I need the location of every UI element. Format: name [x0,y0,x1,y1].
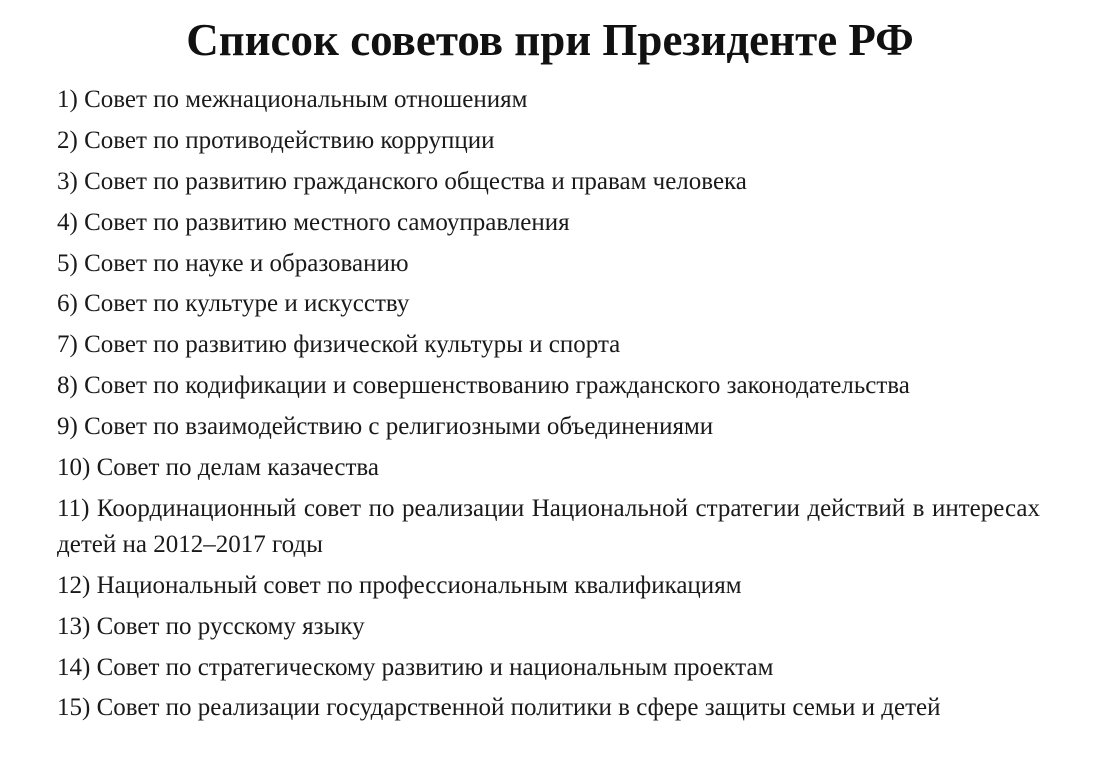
list-item: 4) Совет по развитию местного самоуправления [57,208,570,236]
page-title: Список советов при Президенте РФ [186,15,914,65]
list-item: 9) Совет по взаимодействию с религиозными объединениями [57,413,714,441]
list-item: 1) Совет по межнациональным отношениям [57,86,528,113]
list-item: 11) Координационный совет по реализации Национальной стратегии действий в интересах детей на 2012–2017 годы [57,494,1040,558]
list-item: 2) Совет по противодействию коррупции [57,126,495,154]
list-item: 3) Совет по развитию гражданского общества и правам человека [57,167,747,195]
list-item: 13) Совет по русскому языку [57,612,365,640]
council-list [57,82,1040,731]
list-item: 7) Совет по развитию физической культуры и спорта [57,331,621,359]
list-item: 12) Национальный совет по профессиональным квалификациям [57,571,742,599]
list-item: 15) Совет по реализации государственной политики в сфере защиты семьи и детей [57,694,941,722]
list-item: 10) Совет по делам казачества [57,454,379,482]
list-item: 8) Совет по кодификации и совершенствованию гражданского законодательства [57,372,910,400]
list-item: 14) Совет по стратегическому развитию и национальным проектам [57,653,774,681]
list-item: 5) Совет по науке и образованию [57,249,409,277]
list-item: 6) Совет по культуре и искусству [57,290,410,318]
